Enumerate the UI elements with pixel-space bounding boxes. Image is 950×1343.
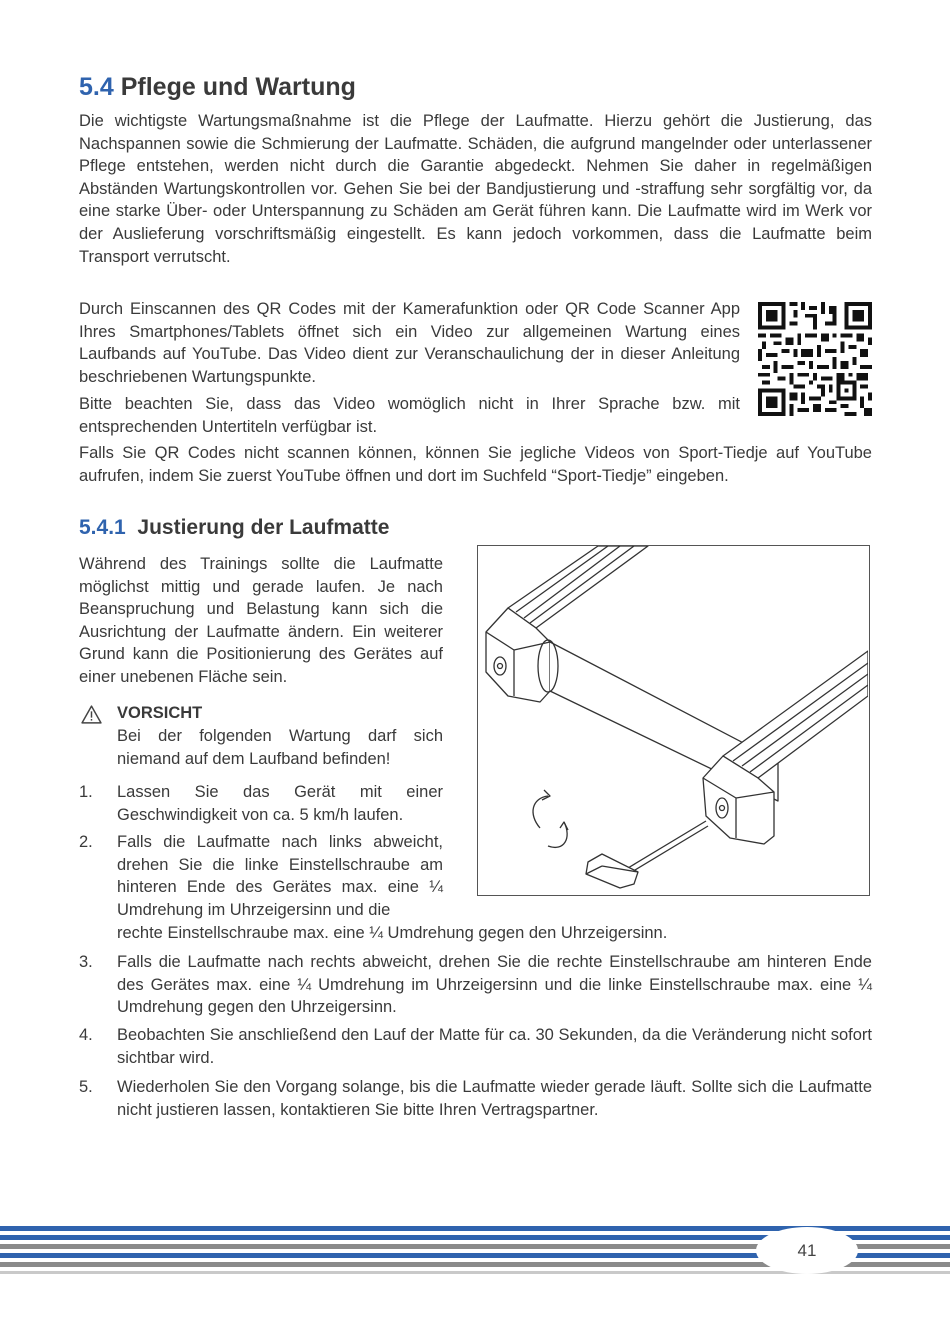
warning-text: Bei der folgenden Wartung darf sich niemand auf dem Laufband befinden! — [117, 727, 443, 768]
treadmill-adjustment-figure — [477, 545, 870, 896]
step-number: 2. — [79, 833, 93, 851]
warning-triangle-icon — [81, 705, 102, 724]
list-item — [79, 1076, 872, 1121]
subsection-heading — [79, 514, 389, 542]
subsection-number: 5.4.1 — [79, 516, 126, 539]
list-item — [79, 831, 443, 921]
list-item — [79, 1024, 872, 1069]
qr-code-icon[interactable] — [758, 302, 872, 416]
step-number: 1. — [79, 783, 93, 801]
warning-title: VORSICHT — [117, 704, 203, 722]
section-title: Pflege und Wartung — [120, 73, 356, 101]
step-text: Beobachten Sie anschließend den Lauf der Matte für ca. 30 Sekunden, da die Veränderung nicht sofort sichtbar wird. — [117, 1026, 872, 1067]
step-text: Falls die Laufmatte nach links abweicht, drehen Sie die linke Einstellschraube am hinteren Ende des Gerätes max. eine ¼ Umdrehung im Uhrzeigersinn und die — [117, 833, 443, 919]
step-number: 4. — [79, 1026, 93, 1044]
youtube-search-note: Falls Sie QR Codes nicht scannen können, können Sie jegliche Videos von Sport-Tiedje auf YouTube aufrufen, indem Sie zuerst YouTube öffnen und dort im Suchfeld “Sport-Tiedje” eingeben. — [79, 444, 872, 485]
section-number: 5.4 — [79, 73, 114, 101]
step-text: Wiederholen Sie den Vorgang solange, bis die Laufmatte wieder gerade läuft. Sollte sich die Laufmatte nicht justieren lassen, kontaktieren Sie bitte Ihren Vertragspartner. — [117, 1078, 872, 1119]
step-text: Falls die Laufmatte nach rechts abweicht, drehen Sie die rechte Einstellschraube am hinteren Ende des Gerätes max. eine ¼ Umdrehung im Uhrzeigersinn und die linke Einstellschraube max. eine ¼ Umdrehung gegen den Uhrzeigersinn. — [117, 953, 872, 1017]
subsection-title: Justierung der Laufmatte — [137, 516, 390, 539]
list-item — [79, 781, 443, 826]
treadmill-illustration — [478, 546, 868, 894]
step-number: 3. — [79, 953, 93, 971]
section-heading — [79, 72, 356, 102]
list-item — [79, 951, 872, 1019]
page-number: 41 — [756, 1227, 858, 1274]
adjustment-intro: Während des Trainings sollte die Laufmatte möglichst mittig und gerade laufen. Je nach Beanspruchung und Belastung kann sich die Ausrichtung der Laufmatte ändern. Ein weiterer Grund kann die Positionierung des Gerätes auf einer unebenen Fläche sein. — [79, 555, 443, 686]
step-number: 5. — [79, 1078, 93, 1096]
qr-paragraph: Durch Einscannen des QR Codes mit der Kamerafunktion oder QR Code Scanner App Ihres Smartphones/Tablets öffnet sich ein Video zur allgemeinen Wartung eines Laufbands auf YouTube. Das Video dient zur Veranschaulichung der in dieser Anleitung beschriebenen Wartungspunkte. — [79, 300, 740, 386]
step-text: Lassen Sie das Gerät mit einer Geschwindigkeit von ca. 5 km/h laufen. — [117, 783, 443, 824]
maintenance-paragraph: Die wichtigste Wartungsmaßnahme ist die Pflege der Laufmatte. Hierzu gehört die Justierung, das Nachspannen sowie die Schmierung der Laufmatte. Schäden, die aufgrund mangelnder oder unterlassener Pflege entstehen, werden nicht durch die Garantie abgedeckt. Nehmen Sie daher in regelmäßigen Abständen Wartungskontrollen vor. Gehen Sie bei der Bandjustierung und -straffung sehr sorgfältig vor, da eine starke Über- oder Unterspannung zu Schäden am Gerät führen kann. Die Laufmatte wird im Werk vor der Auslieferung vorschriftsmäßig eingestellt. Es kann jedoch vorkommen, dass die Laufmatte beim Transport verrutscht. — [79, 112, 872, 266]
step-text-continued: rechte Einstellschraube max. eine ¼ Umdrehung gegen den Uhrzeigersinn. — [117, 924, 668, 942]
language-note: Bitte beachten Sie, dass das Video womöglich nicht in Ihrer Sprache bzw. mit entsprechenden Untertiteln verfügbar ist. — [79, 395, 740, 436]
